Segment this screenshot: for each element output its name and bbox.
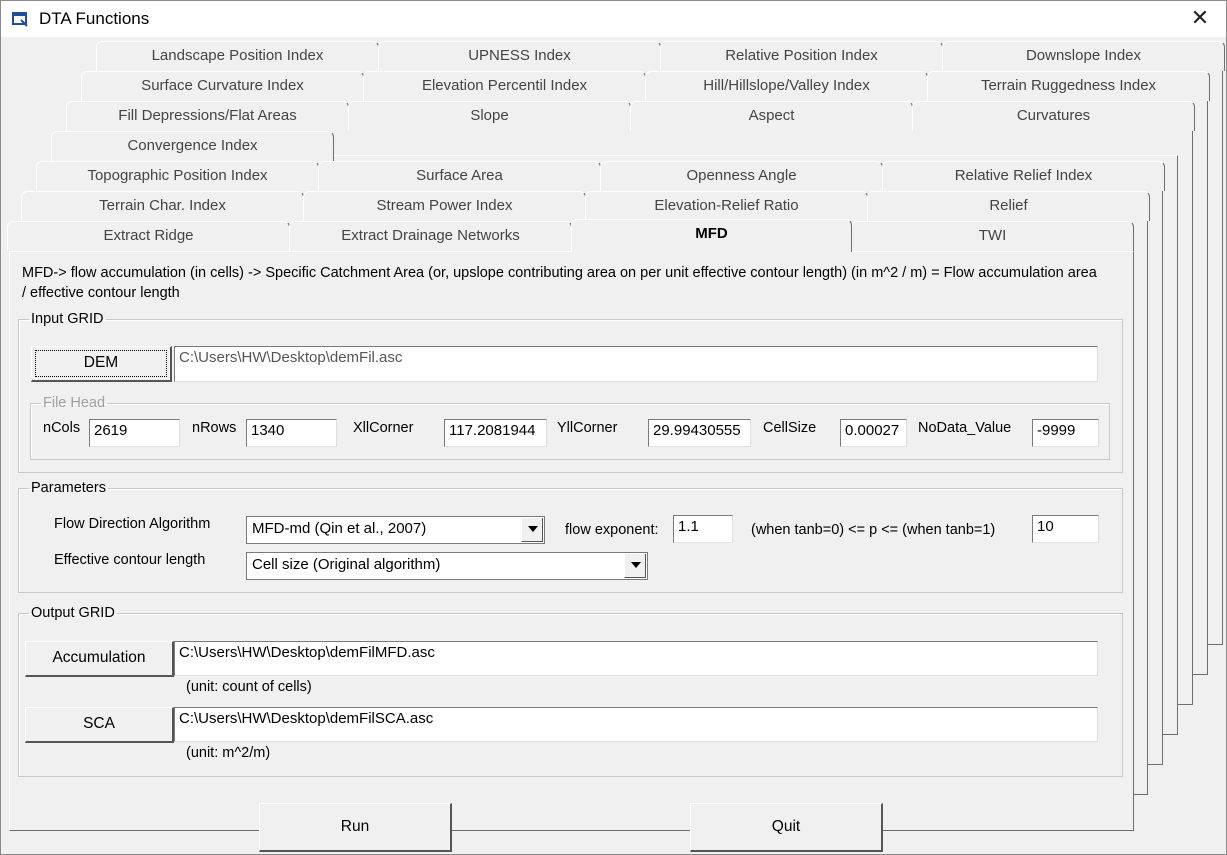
tab-extract-ridge[interactable]: Extract Ridge <box>7 221 290 251</box>
flow-exponent-label: flow exponent: <box>565 522 659 538</box>
tab-downslope-index[interactable]: Downslope Index <box>942 41 1225 71</box>
flow-direction-label: Flow Direction Algorithm <box>54 516 211 532</box>
tab-elevation-relief-ratio[interactable]: Elevation-Relief Ratio <box>585 191 868 221</box>
tab-relative-position-index[interactable]: Relative Position Index <box>660 41 943 71</box>
ncols-field[interactable]: 2619 <box>89 419 180 447</box>
ncols-label: nCols <box>43 420 81 436</box>
flow-exponent-field[interactable]: 1.1 <box>673 515 733 543</box>
parameters-legend: Parameters <box>31 480 106 496</box>
cellsize-label: CellSize <box>763 420 817 436</box>
run-button[interactable]: Run <box>259 803 452 852</box>
focus-rect <box>35 350 167 377</box>
app-icon <box>12 11 28 27</box>
tab-terrain-ruggedness-index[interactable]: Terrain Ruggedness Index <box>927 71 1210 101</box>
xll-label: XllCorner <box>353 420 414 436</box>
contour-length-select[interactable] <box>246 552 648 580</box>
contour-length-label: Effective contour length <box>54 552 206 568</box>
xll-field[interactable]: 117.2081944 <box>444 419 547 447</box>
sca-path-field[interactable]: C:\Users\HW\Desktop\demFilSCA.asc <box>174 707 1098 742</box>
cellsize-field[interactable]: 0.00027 <box>840 419 907 447</box>
flow-direction-select[interactable] <box>246 516 545 544</box>
tab-topographic-position-index[interactable]: Topographic Position Index <box>36 161 319 191</box>
output-grid-legend: Output GRID <box>31 605 115 621</box>
tab-relief[interactable]: Relief <box>867 191 1150 221</box>
tab-aspect[interactable]: Aspect <box>630 101 913 131</box>
mfd-description: MFD-> flow accumulation (in cells) -> Specific Catchment Area (or, upslope contributing area on per unit effective contour length) (in m^2 / m) = Flow accumulation area / effective contour length <box>22 265 1097 301</box>
tab-surface-area[interactable]: Surface Area <box>318 161 601 191</box>
tab-terrain-char-index[interactable]: Terrain Char. Index <box>21 191 304 221</box>
tab-openness-angle[interactable]: Openness Angle <box>600 161 883 191</box>
tab-slope[interactable]: Slope <box>348 101 631 131</box>
tab-relative-relief-index[interactable]: Relative Relief Index <box>882 161 1165 191</box>
flow-direction-value: MFD-md (Qin et al., 2007) <box>252 520 427 537</box>
tab-mfd[interactable]: MFD <box>571 219 852 252</box>
title-bar <box>1 1 1226 37</box>
chevron-down-icon[interactable] <box>624 554 646 578</box>
quit-button[interactable]: Quit <box>690 803 883 852</box>
tab-elevation-percentil-index[interactable]: Elevation Percentil Index <box>363 71 646 101</box>
tab-convergence-index[interactable]: Convergence Index <box>51 131 334 161</box>
range-max-field[interactable]: 10 <box>1032 515 1099 543</box>
accumulation-unit-label: (unit: count of cells) <box>186 679 312 695</box>
close-icon[interactable]: ✕ <box>1190 6 1210 31</box>
tab-curvatures[interactable]: Curvatures <box>912 101 1195 131</box>
contour-length-value: Cell size (Original algorithm) <box>252 556 441 573</box>
yll-field[interactable]: 29.99430555 <box>648 419 751 447</box>
tab-surface-curvature-index[interactable]: Surface Curvature Index <box>81 71 364 101</box>
nodata-label: NoData_Value <box>918 420 1012 436</box>
tab-hill-hillslope-valley-index[interactable]: Hill/Hillslope/Valley Index <box>645 71 928 101</box>
accumulation-button[interactable]: Accumulation <box>25 641 174 677</box>
nodata-field[interactable]: -9999 <box>1032 419 1099 447</box>
output-grid-group <box>18 605 1123 777</box>
chevron-down-icon[interactable] <box>521 518 543 542</box>
tab-upness-index[interactable]: UPNESS Index <box>378 41 661 71</box>
sca-button[interactable]: SCA <box>25 707 174 743</box>
dem-path-field[interactable]: C:\Users\HW\Desktop\demFil.asc <box>174 346 1098 382</box>
range-label: (when tanb=0) <= p <= (when tanb=1) <box>751 522 996 538</box>
nrows-field[interactable]: 1340 <box>246 419 337 447</box>
dem-button[interactable] <box>31 346 172 382</box>
sca-unit-label: (unit: m^2/m) <box>186 745 271 761</box>
input-grid-legend: Input GRID <box>31 311 104 327</box>
dem-button-label: DEM <box>83 354 119 371</box>
accumulation-path-field[interactable]: C:\Users\HW\Desktop\demFilMFD.asc <box>174 641 1098 676</box>
tab-landscape-position-index[interactable]: Landscape Position Index <box>96 41 379 71</box>
nrows-label: nRows <box>192 420 237 436</box>
window-title: DTA Functions <box>39 9 150 28</box>
tab-extract-drainage-networks[interactable]: Extract Drainage Networks <box>289 221 572 251</box>
tab-fill-depressions[interactable]: Fill Depressions/Flat Areas <box>66 101 349 131</box>
tab-stream-power-index[interactable]: Stream Power Index <box>303 191 586 221</box>
yll-label: YllCorner <box>557 420 618 436</box>
file-head-legend: File Head <box>43 395 106 411</box>
tab-twi[interactable]: TWI <box>851 221 1134 251</box>
